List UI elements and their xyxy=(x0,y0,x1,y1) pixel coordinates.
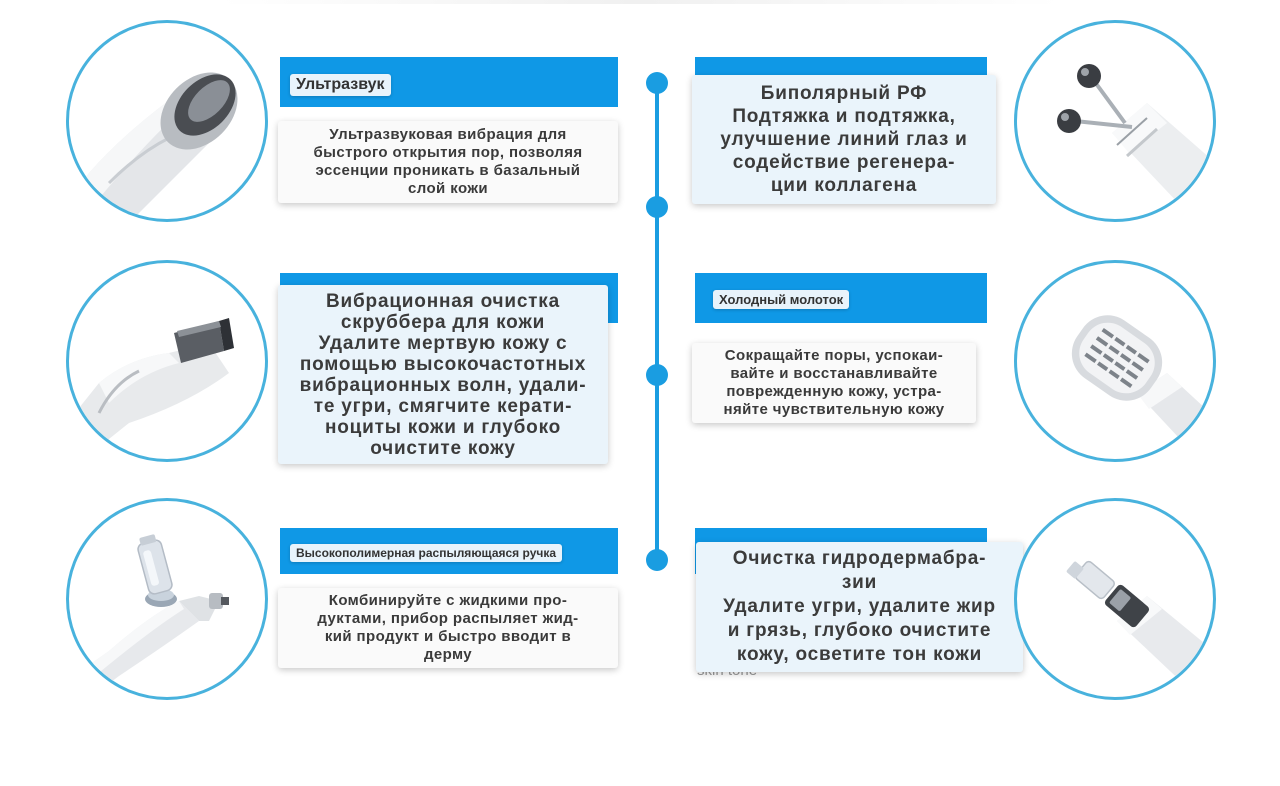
hydrodermabrasion-description xyxy=(696,542,1023,672)
skin-scrubber-icon xyxy=(66,260,268,462)
spray-pen-title: Высокополимерная распыляющаяся ручка xyxy=(290,544,562,562)
description-line: скруббера для кожи xyxy=(340,311,546,333)
description-line: Сокращайте поры, успокаи- xyxy=(724,347,944,364)
cold-hammer-description xyxy=(692,343,976,423)
description-line: Очистка гидродермабра- xyxy=(732,548,987,569)
hydrodermabrasion-tip-icon xyxy=(1014,498,1216,700)
description-line: Подтяжка и подтяжка, xyxy=(732,106,956,127)
timeline-dot xyxy=(646,196,668,218)
description-line: улучшение линий глаз и xyxy=(720,129,968,150)
bipolar-rf-probe-icon xyxy=(1014,20,1216,222)
timeline-line xyxy=(655,80,659,562)
ultrasound-probe-icon xyxy=(66,20,268,222)
description-line: вайте и восстанавливайте xyxy=(730,365,938,382)
description-line: содействие регенера- xyxy=(732,152,956,173)
description-line: кожу, осветите тон кожи xyxy=(736,644,983,665)
ultrasound-description xyxy=(278,121,618,203)
description-line: эссенции проникать в базальный xyxy=(315,162,581,179)
cold-hammer-icon xyxy=(1014,260,1216,462)
description-line: Удалите угри, удалите жир xyxy=(723,596,996,617)
description-line: ноциты кожи и глубоко xyxy=(324,416,562,438)
cold-hammer-title: Холодный молоток xyxy=(713,290,849,309)
timeline-dot xyxy=(646,364,668,386)
scrubber-description xyxy=(278,285,608,464)
timeline-dot xyxy=(646,549,668,571)
description-line: дерму xyxy=(423,646,473,663)
description-line: няйте чувствительную кожу xyxy=(723,401,945,418)
spray-pen-icon xyxy=(66,498,268,700)
description-line: те угри, смягчите керати- xyxy=(313,395,573,417)
top-divider xyxy=(220,0,1060,4)
description-line: кий продукт и быстро вводит в xyxy=(324,628,572,645)
description-line: очистите кожу xyxy=(370,437,516,459)
bipolar-rf-description xyxy=(692,75,996,204)
description-line: и грязь, глубоко очистите xyxy=(727,620,992,641)
description-line: Ультразвуковая вибрация для xyxy=(329,126,567,143)
spray-pen-description xyxy=(278,588,618,668)
description-line: Комбинируйте с жидкими про- xyxy=(328,592,568,609)
description-line: помощью высокочастотных xyxy=(299,353,587,375)
description-line: Удалите мертвую кожу с xyxy=(318,332,568,354)
description-line: вибрационных волн, удали- xyxy=(299,374,587,396)
description-line: Биполярный РФ xyxy=(760,83,928,104)
ultrasound-title: Ультразвук xyxy=(290,74,391,96)
description-line: дуктами, прибор распыляет жид- xyxy=(317,610,579,627)
description-line: зии xyxy=(841,572,878,593)
description-line: поврежденную кожу, устра- xyxy=(726,383,942,400)
description-line: Вибрационная очистка xyxy=(326,290,560,312)
description-line: быстрого открытия пор, позволяя xyxy=(313,144,583,161)
timeline-dot xyxy=(646,72,668,94)
description-line: слой кожи xyxy=(408,180,488,197)
description-line: ции коллагена xyxy=(770,175,918,196)
